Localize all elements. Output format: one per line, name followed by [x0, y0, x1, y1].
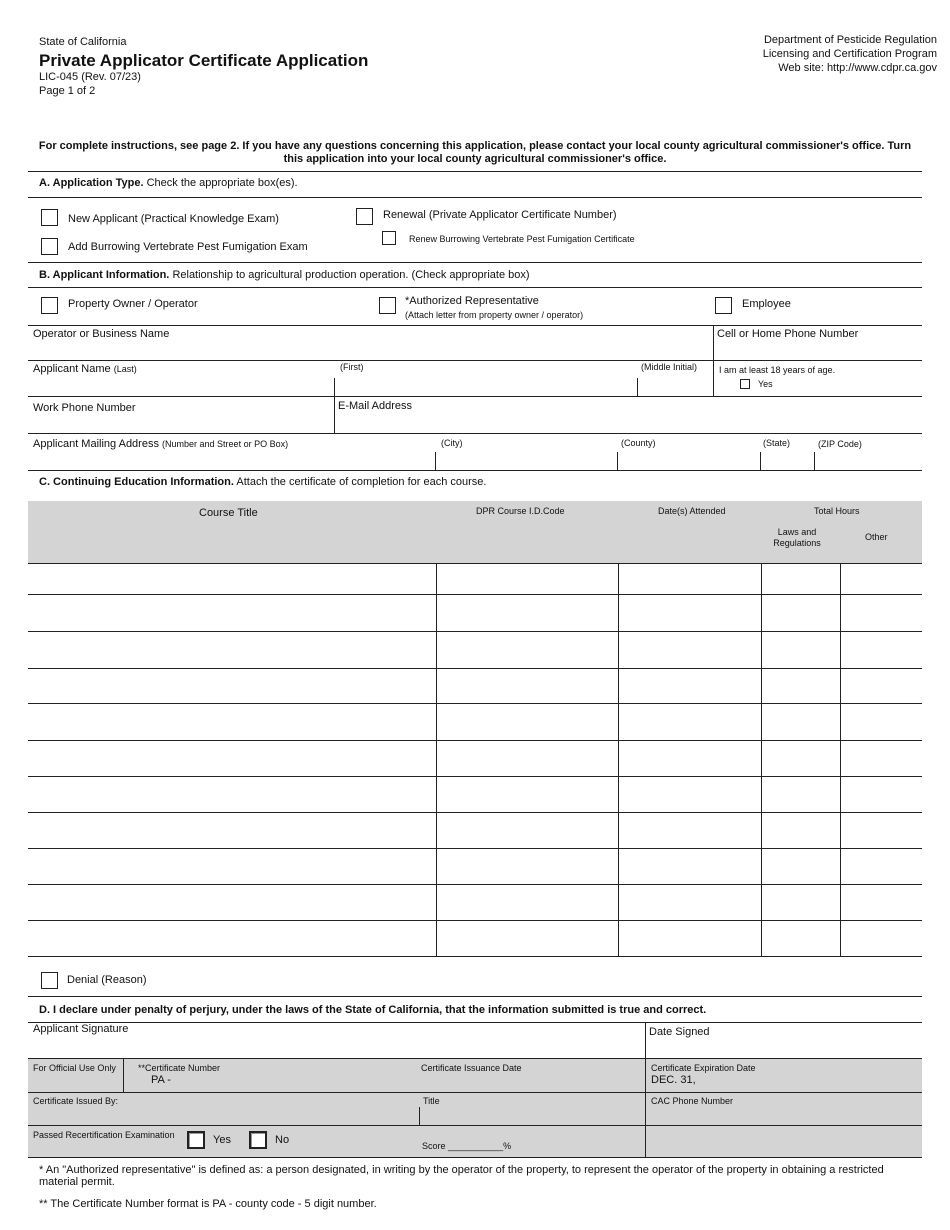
operator-name-field[interactable]: Operator or Business Name — [33, 328, 170, 340]
section-b-header: B. Applicant Information. Relationship to agricultural production operation. (Check appropriate box) — [39, 269, 530, 281]
col-course-title: Course Title — [199, 507, 258, 519]
course-row[interactable] — [28, 594, 922, 631]
title-label: Title — [423, 1096, 440, 1106]
course-row[interactable] — [28, 776, 922, 812]
col-total-hours: Total Hours — [814, 506, 860, 516]
property-owner-label: Property Owner / Operator — [68, 298, 198, 310]
expiration-date-value: DEC. 31, — [651, 1074, 696, 1086]
employee-checkbox[interactable] — [715, 297, 732, 314]
cac-phone-label: CAC Phone Number — [651, 1096, 734, 1106]
declaration: D. I declare under penalty of perjury, under the laws of the State of California, that the information submitted is true and correct. — [39, 1004, 707, 1016]
issued-by-label: Certificate Issued By: — [33, 1096, 119, 1106]
cell-phone-field[interactable]: Cell or Home Phone Number — [717, 328, 859, 340]
course-column-line — [436, 563, 437, 956]
course-column-line — [840, 563, 841, 956]
zip-label: (ZIP Code) — [818, 439, 862, 449]
dept-name: Department of Pesticide Regulation — [763, 34, 937, 46]
employee-label: Employee — [742, 298, 791, 310]
cert-number-prefix: PA - — [151, 1074, 171, 1086]
agency-block — [763, 33, 937, 75]
property-owner-checkbox[interactable] — [41, 297, 58, 314]
burrowing-exam-checkbox[interactable] — [41, 238, 58, 255]
course-row-line — [28, 956, 922, 957]
course-row[interactable] — [28, 703, 922, 740]
expiration-date-label: Certificate Expiration Date — [651, 1063, 756, 1073]
score-field[interactable]: Score ___________% — [422, 1141, 512, 1151]
authorized-rep-label: *Authorized Representative — [405, 295, 539, 307]
date-signed-field[interactable]: Date Signed — [649, 1026, 710, 1038]
course-row[interactable] — [28, 668, 922, 703]
course-row[interactable] — [28, 563, 922, 594]
col-other: Other — [865, 532, 888, 542]
email-field[interactable]: E-Mail Address — [338, 400, 412, 412]
new-applicant-checkbox[interactable] — [41, 209, 58, 226]
denial-checkbox[interactable] — [41, 972, 58, 989]
course-row[interactable] — [28, 848, 922, 884]
form-number: LIC-045 (Rev. 07/23) — [39, 71, 141, 83]
page-number: Page 1 of 2 — [39, 85, 96, 97]
course-column-line — [618, 563, 619, 956]
official-use-label: For Official Use Only — [33, 1063, 116, 1073]
col-course-code: DPR Course I.D.Code — [476, 506, 565, 516]
footnote-authorized: * An "Authorized representative" is defined as: a person designated, in writing by the operator of the property, to represent the operator of the property in obtaining a restricted material permit. — [39, 1164, 884, 1188]
col-laws: Laws and Regulations — [773, 527, 821, 548]
renewal-checkbox[interactable] — [356, 208, 373, 225]
authorized-rep-note: (Attach letter from property owner / operator) — [405, 310, 584, 320]
course-row[interactable] — [28, 631, 922, 668]
course-row[interactable] — [28, 812, 922, 848]
page-title: Private Applicator Certificate Application — [39, 51, 369, 70]
age-statement: I am at least 18 years of age. — [719, 365, 836, 375]
passed-exam-label: Passed Recertification Examination — [33, 1130, 175, 1140]
cert-number-label: **Certificate Number — [138, 1063, 221, 1073]
section-a-header: A. Application Type. Check the appropriate box(es). — [39, 177, 298, 189]
renewal-label: Renewal (Private Applicator Certificate Number) — [383, 209, 617, 221]
passed-no-label: No — [275, 1134, 290, 1146]
age-yes-label: Yes — [758, 379, 773, 389]
renew-burrowing-checkbox[interactable] — [382, 231, 396, 245]
state-field-label: (State) — [763, 438, 791, 448]
applicant-name-label[interactable]: Applicant Name (Last) — [33, 363, 137, 375]
city-label: (City) — [441, 438, 463, 448]
renew-burrowing-label: Renew Burrowing Vertebrate Pest Fumigation Certificate — [409, 234, 635, 244]
burrowing-exam-label: Add Burrowing Vertebrate Pest Fumigation Exam — [68, 241, 308, 253]
program-name: Licensing and Certification Program — [762, 48, 937, 60]
authorized-rep-checkbox[interactable] — [379, 297, 396, 314]
passed-no-checkbox[interactable] — [249, 1131, 267, 1149]
course-row[interactable] — [28, 884, 922, 920]
state-label: State of California — [39, 36, 127, 48]
issuance-date-label: Certificate Issuance Date — [421, 1063, 522, 1073]
work-phone-field[interactable]: Work Phone Number — [33, 402, 136, 414]
footnote-cert-format: ** The Certificate Number format is PA - county code - 5 digit number. — [39, 1198, 377, 1210]
age-yes-checkbox[interactable] — [740, 379, 750, 389]
denial-label: Denial (Reason) — [67, 974, 147, 986]
passed-yes-label: Yes — [213, 1134, 231, 1146]
applicant-signature-field[interactable]: Applicant Signature — [33, 1023, 129, 1035]
col-dates: Date(s) Attended — [658, 506, 726, 516]
mailing-address-field[interactable]: Applicant Mailing Address (Number and Street or PO Box) — [33, 438, 289, 450]
new-applicant-label: New Applicant (Practical Knowledge Exam) — [68, 213, 279, 225]
county-label: (County) — [621, 438, 656, 448]
middle-initial-label: (Middle Initial) — [641, 362, 698, 372]
website-link[interactable]: Web site: http://www.cdpr.ca.gov — [778, 62, 937, 74]
course-row[interactable] — [28, 740, 922, 776]
instructions: For complete instructions, see page 2. If you have any questions concerning this application, please contact your local county agricultural commissioner's office. Turn this application into your local county agricultural commissioner's office. — [38, 140, 912, 165]
first-name-label: (First) — [340, 362, 364, 372]
course-row[interactable] — [28, 920, 922, 956]
section-c-header: C. Continuing Education Information. Attach the certificate of completion for each course. — [39, 476, 487, 488]
course-column-line — [761, 563, 762, 956]
passed-yes-checkbox[interactable] — [187, 1131, 205, 1149]
